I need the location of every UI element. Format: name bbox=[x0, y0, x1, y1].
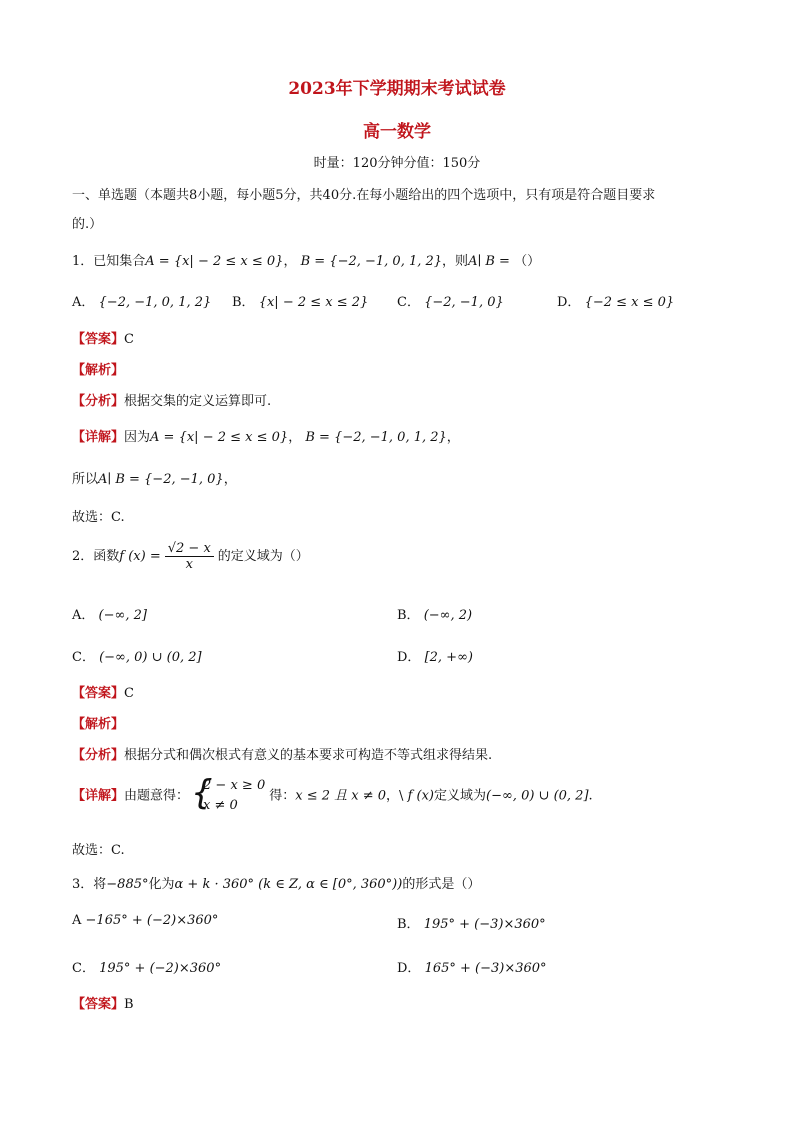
q2-option-b-text: (−∞, 2) bbox=[423, 608, 473, 623]
q1-option-b-text: {x| − 2 ≤ x ≤ 2} bbox=[258, 295, 369, 310]
q2-inequality-system bbox=[193, 776, 265, 816]
q2-func: f (x) = bbox=[119, 549, 161, 564]
q2-fraction bbox=[165, 541, 214, 572]
fenxi-label: 【分析】 bbox=[72, 748, 125, 763]
q1-so-end: ， bbox=[223, 472, 237, 487]
q1-detail-set-a: A = {x| − 2 ≤ x ≤ 0} bbox=[150, 430, 289, 445]
q2-answer bbox=[72, 682, 722, 701]
q1-choose: 故选：C. bbox=[72, 510, 125, 525]
q1-expr: A∣ B = bbox=[468, 254, 510, 269]
q2-detail bbox=[72, 776, 722, 816]
q3-angle: −885° bbox=[106, 877, 149, 892]
q1-option-a-text: {−2, −1, 0, 1, 2} bbox=[98, 295, 212, 310]
section-intro-line1: 一、单选题（本题共8小题，每小题5分，共40分.在每小题给出的四个选项中，只有项是符合题目要求 bbox=[72, 188, 656, 203]
q3-option-a-letter: A bbox=[72, 913, 82, 928]
q1-detail-text-a: 因为 bbox=[124, 430, 151, 445]
q3-option-c-letter: C． bbox=[72, 961, 95, 976]
q1-stem bbox=[72, 250, 722, 269]
q2-stem-text-b: 的定义域为（） bbox=[217, 549, 309, 564]
q1-stem-text-b: ，则 bbox=[442, 254, 469, 269]
q2-stem-text-a: 2．函数 bbox=[72, 549, 120, 564]
q2-option-a-letter: A． bbox=[72, 608, 95, 623]
q2-fenxi-text: 根据分式和偶次根式有意义的基本要求可构造不等式组求得结果. bbox=[124, 748, 493, 763]
analysis-label: 【解析】 bbox=[72, 363, 125, 378]
q3-form: α + k · 360° (k ∈ Z, α ∈ [0°, 360°)) bbox=[174, 877, 403, 892]
q2-option-b bbox=[397, 604, 472, 623]
detail-label: 【详解】 bbox=[72, 430, 125, 445]
q1-detail-set-b: B = {−2, −1, 0, 1, 2} bbox=[305, 430, 447, 445]
q3-answer-value: B bbox=[124, 997, 134, 1012]
q1-answer bbox=[72, 328, 722, 347]
fenxi-label: 【分析】 bbox=[72, 394, 125, 409]
q1-stem-text-a: 1．已知集合 bbox=[72, 254, 146, 269]
answer-label: 【答案】 bbox=[72, 997, 125, 1012]
exam-subject: 高一数学 bbox=[363, 122, 431, 142]
q2-detail-text-b: 得： bbox=[269, 788, 296, 804]
q3-stem-text-a: 3．将 bbox=[72, 877, 107, 892]
q3-stem-text-c: 的形式是（） bbox=[402, 877, 481, 892]
q2-choose: 故选：C. bbox=[72, 843, 125, 858]
q1-option-c-text: {−2, −1, 0} bbox=[424, 295, 504, 310]
q3-option-b-letter: B． bbox=[397, 917, 420, 932]
q1-detail-sep: ， bbox=[288, 430, 302, 445]
q1-option-d-text: {−2 ≤ x ≤ 0} bbox=[584, 295, 675, 310]
q2-numerator: √2 − x bbox=[165, 541, 214, 557]
q2-sys-line1: { 2 − x ≥ 0 bbox=[203, 778, 266, 793]
q1-fenxi-text: 根据交集的定义运算即可. bbox=[124, 394, 272, 409]
detail-label: 【详解】 bbox=[72, 788, 125, 804]
q1-option-c bbox=[397, 291, 504, 310]
section-intro-line2: 的.） bbox=[72, 217, 103, 232]
q1-detail bbox=[72, 426, 722, 445]
q1-sep: ， bbox=[283, 254, 297, 269]
q1-paren: （） bbox=[514, 254, 541, 269]
q3-option-d-letter: D． bbox=[397, 961, 421, 976]
q1-option-a bbox=[72, 291, 211, 310]
q2-option-b-letter: B． bbox=[397, 608, 420, 623]
q2-detail-cond: x ≤ 2 且 x ≠ 0 bbox=[295, 788, 387, 804]
q3-option-d-text: 165° + (−3)×360° bbox=[424, 961, 547, 976]
q1-so-text: 所以 bbox=[72, 472, 99, 487]
q3-stem bbox=[72, 873, 722, 892]
q2-option-a bbox=[72, 604, 147, 623]
q2-detail-text-d: 定义域为 bbox=[434, 788, 487, 804]
exam-meta: 时量：120分钟分值：150分 bbox=[313, 156, 481, 171]
q1-option-d bbox=[557, 291, 674, 310]
q1-option-b-letter: B． bbox=[232, 295, 255, 310]
q2-option-c-letter: C． bbox=[72, 650, 95, 665]
q1-option-c-letter: C． bbox=[397, 295, 420, 310]
q3-option-c-text: 195° + (−2)×360° bbox=[99, 961, 222, 976]
q1-answer-value: C bbox=[124, 332, 134, 347]
answer-label: 【答案】 bbox=[72, 332, 125, 347]
q2-detail-text-c: ，\ bbox=[386, 788, 404, 804]
q2-detail-domain: (−∞, 0) ∪ (0, 2] bbox=[486, 788, 589, 804]
q1-detail-end: ， bbox=[446, 430, 460, 445]
q2-denominator: x bbox=[185, 557, 193, 572]
exam-title: 2023年下学期期末考试试卷 bbox=[288, 79, 506, 99]
q3-answer bbox=[72, 993, 722, 1012]
analysis-label: 【解析】 bbox=[72, 717, 125, 732]
q3-stem-text-b: 化为 bbox=[148, 877, 175, 892]
q2-sys-line2: x ≠ 0 bbox=[203, 798, 238, 813]
q1-analysis bbox=[72, 359, 722, 378]
q1-option-b bbox=[232, 291, 368, 310]
q2-option-c bbox=[72, 646, 202, 665]
q2-detail-fx: f (x) bbox=[407, 788, 434, 804]
q1-set-a: A = {x| − 2 ≤ x ≤ 0} bbox=[145, 254, 284, 269]
q2-answer-value: C bbox=[124, 686, 134, 701]
q1-option-a-letter: A． bbox=[72, 295, 95, 310]
q2-detail-end: . bbox=[588, 788, 593, 804]
q1-fenxi bbox=[72, 390, 722, 409]
q2-option-d-text: [2, +∞) bbox=[424, 650, 473, 665]
q3-option-b-text: 195° + (−3)×360° bbox=[423, 917, 546, 932]
answer-label: 【答案】 bbox=[72, 686, 125, 701]
q2-stem bbox=[72, 541, 722, 572]
q3-option-d bbox=[397, 957, 547, 976]
q1-set-b: B = {−2, −1, 0, 1, 2} bbox=[300, 254, 443, 269]
q2-analysis bbox=[72, 713, 722, 732]
q1-so bbox=[72, 468, 722, 487]
q3-option-b bbox=[397, 913, 546, 932]
q2-option-a-text: (−∞, 2] bbox=[98, 608, 147, 623]
q2-detail-text-a: 由题意得： bbox=[124, 788, 190, 804]
q3-option-c bbox=[72, 957, 221, 976]
q2-option-d bbox=[397, 646, 473, 665]
q2-fenxi bbox=[72, 744, 722, 763]
q3-option-a bbox=[72, 913, 218, 928]
q1-option-d-letter: D． bbox=[557, 295, 581, 310]
q2-option-d-letter: D． bbox=[397, 650, 421, 665]
q3-option-a-text: −165° + (−2)×360° bbox=[85, 913, 219, 928]
q2-option-c-text: (−∞, 0) ∪ (0, 2] bbox=[99, 650, 202, 665]
q1-so-expr: A∣ B = {−2, −1, 0} bbox=[98, 472, 224, 487]
